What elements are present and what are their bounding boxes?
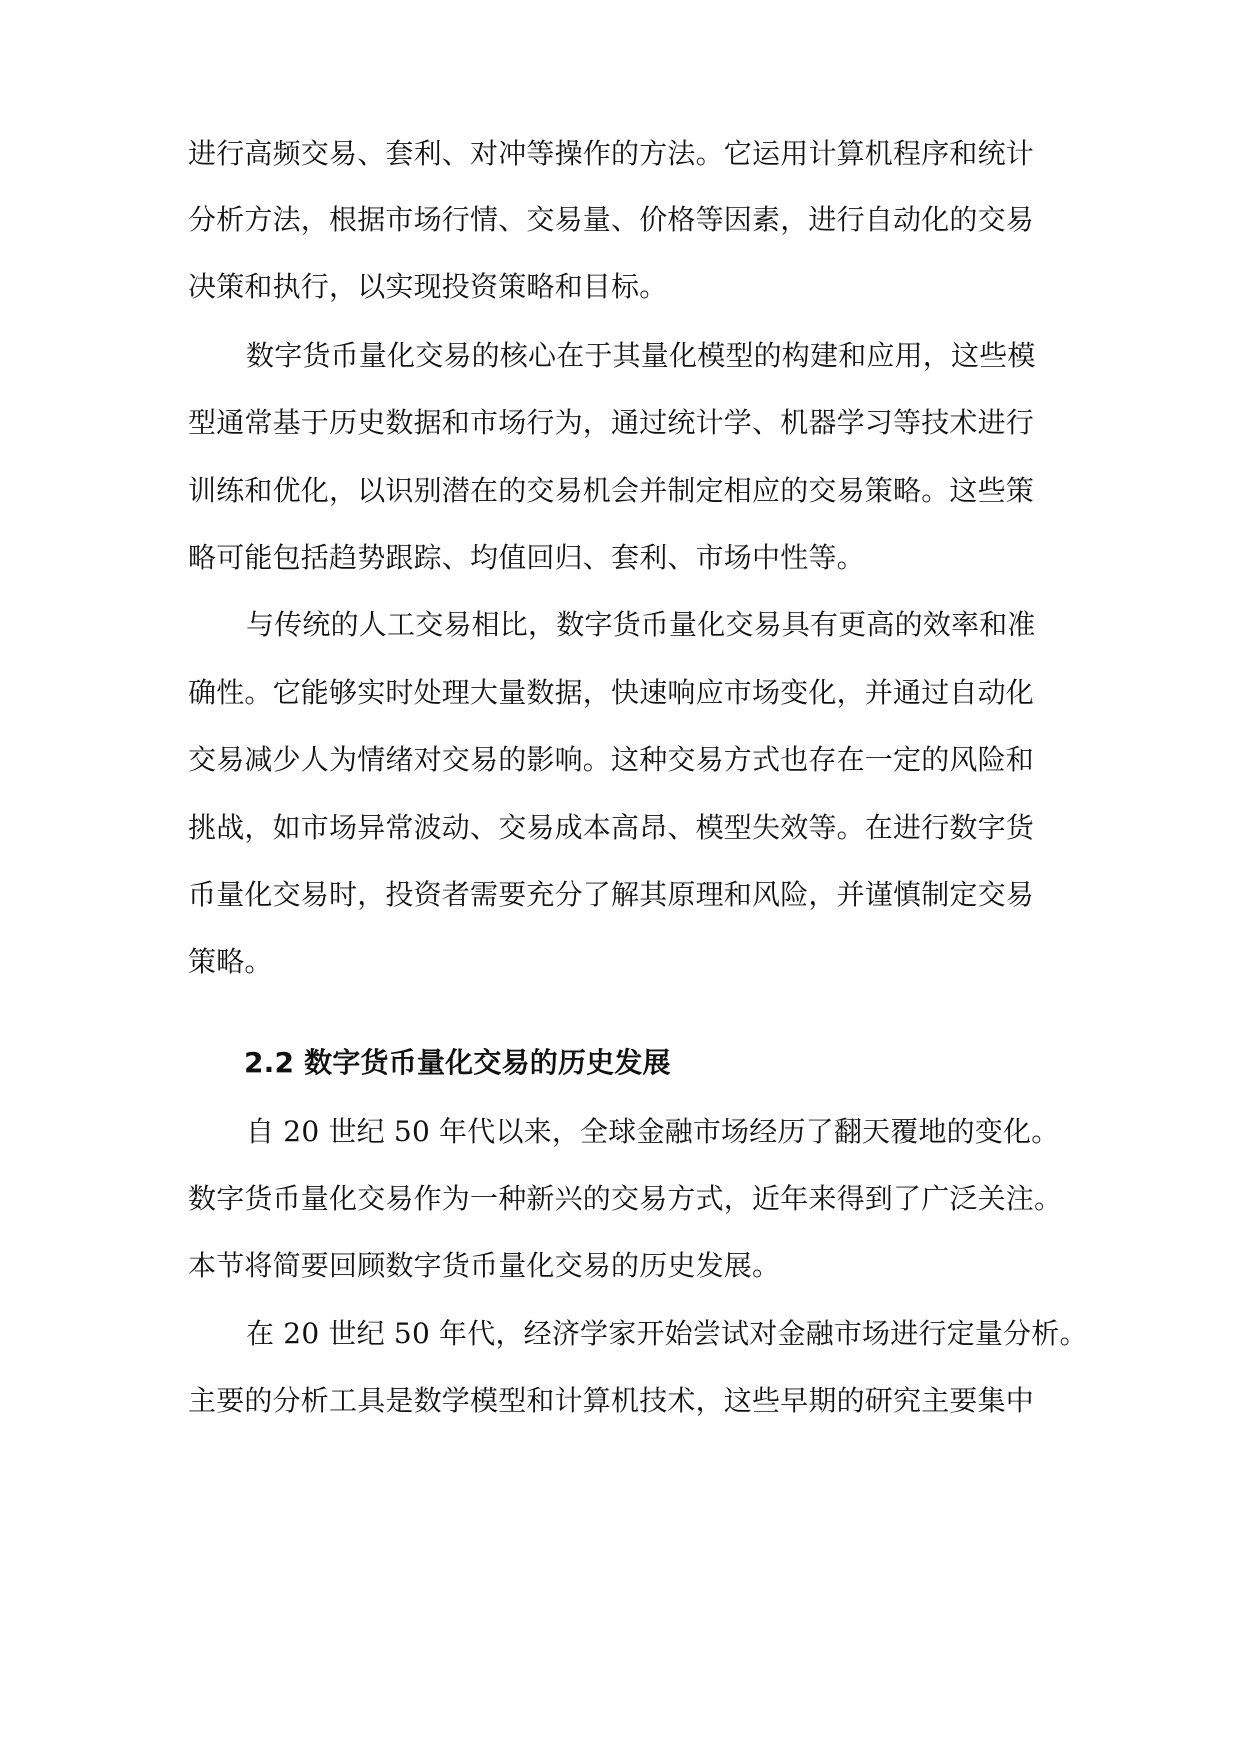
body-text-line: 分析方法，根据市场行情、交易量、价格等因素，进行自动化的交易 bbox=[188, 203, 1035, 236]
body-text-line: 数字货币量化交易作为一种新兴的交易方式，近年来得到了广泛关注。 bbox=[188, 1182, 1063, 1215]
body-text-line: 确性。它能够实时处理大量数据，快速响应市场变化，并通过自动化 bbox=[188, 676, 1035, 709]
paragraph-first-line: 与传统的人工交易相比，数字货币量化交易具有更高的效率和准 bbox=[246, 608, 1036, 641]
paragraph-first-line: 自 20 世纪 50 年代以来，全球金融市场经历了翻天覆地的变化。 bbox=[246, 1115, 1060, 1148]
body-text-line: 决策和执行，以实现投资策略和目标。 bbox=[188, 270, 668, 303]
body-text-line: 挑战，如市场异常波动、交易成本高昂、模型失效等。在进行数字货 bbox=[188, 811, 1035, 844]
body-text-line: 币量化交易时，投资者需要充分了解其原理和风险，并谨慎制定交易 bbox=[188, 878, 1035, 911]
body-text-line: 交易减少人为情绪对交易的影响。这种交易方式也存在一定的风险和 bbox=[188, 743, 1035, 776]
body-text-line: 主要的分析工具是数学模型和计算机技术，这些早期的研究主要集中 bbox=[188, 1384, 1035, 1417]
section-heading: 2.2 数字货币量化交易的历史发展 bbox=[244, 1046, 671, 1079]
body-text-line: 型通常基于历史数据和市场行为，通过统计学、机器学习等技术进行 bbox=[188, 406, 1035, 439]
body-text-line: 略可能包括趋势跟踪、均值回归、套利、市场中性等。 bbox=[188, 541, 865, 574]
body-text-line: 训练和优化，以识别潜在的交易机会并制定相应的交易策略。这些策 bbox=[188, 474, 1035, 507]
paragraph-first-line: 数字货币量化交易的核心在于其量化模型的构建和应用，这些模 bbox=[246, 339, 1036, 372]
paragraph-first-line: 在 20 世纪 50 年代，经济学家开始尝试对金融市场进行定量分析。 bbox=[246, 1317, 1088, 1350]
body-text-line: 进行高频交易、套利、对冲等操作的方法。它运用计算机程序和统计 bbox=[188, 137, 1035, 170]
body-text-line: 本节将简要回顾数字货币量化交易的历史发展。 bbox=[188, 1249, 781, 1282]
body-text-line: 策略。 bbox=[188, 945, 273, 978]
